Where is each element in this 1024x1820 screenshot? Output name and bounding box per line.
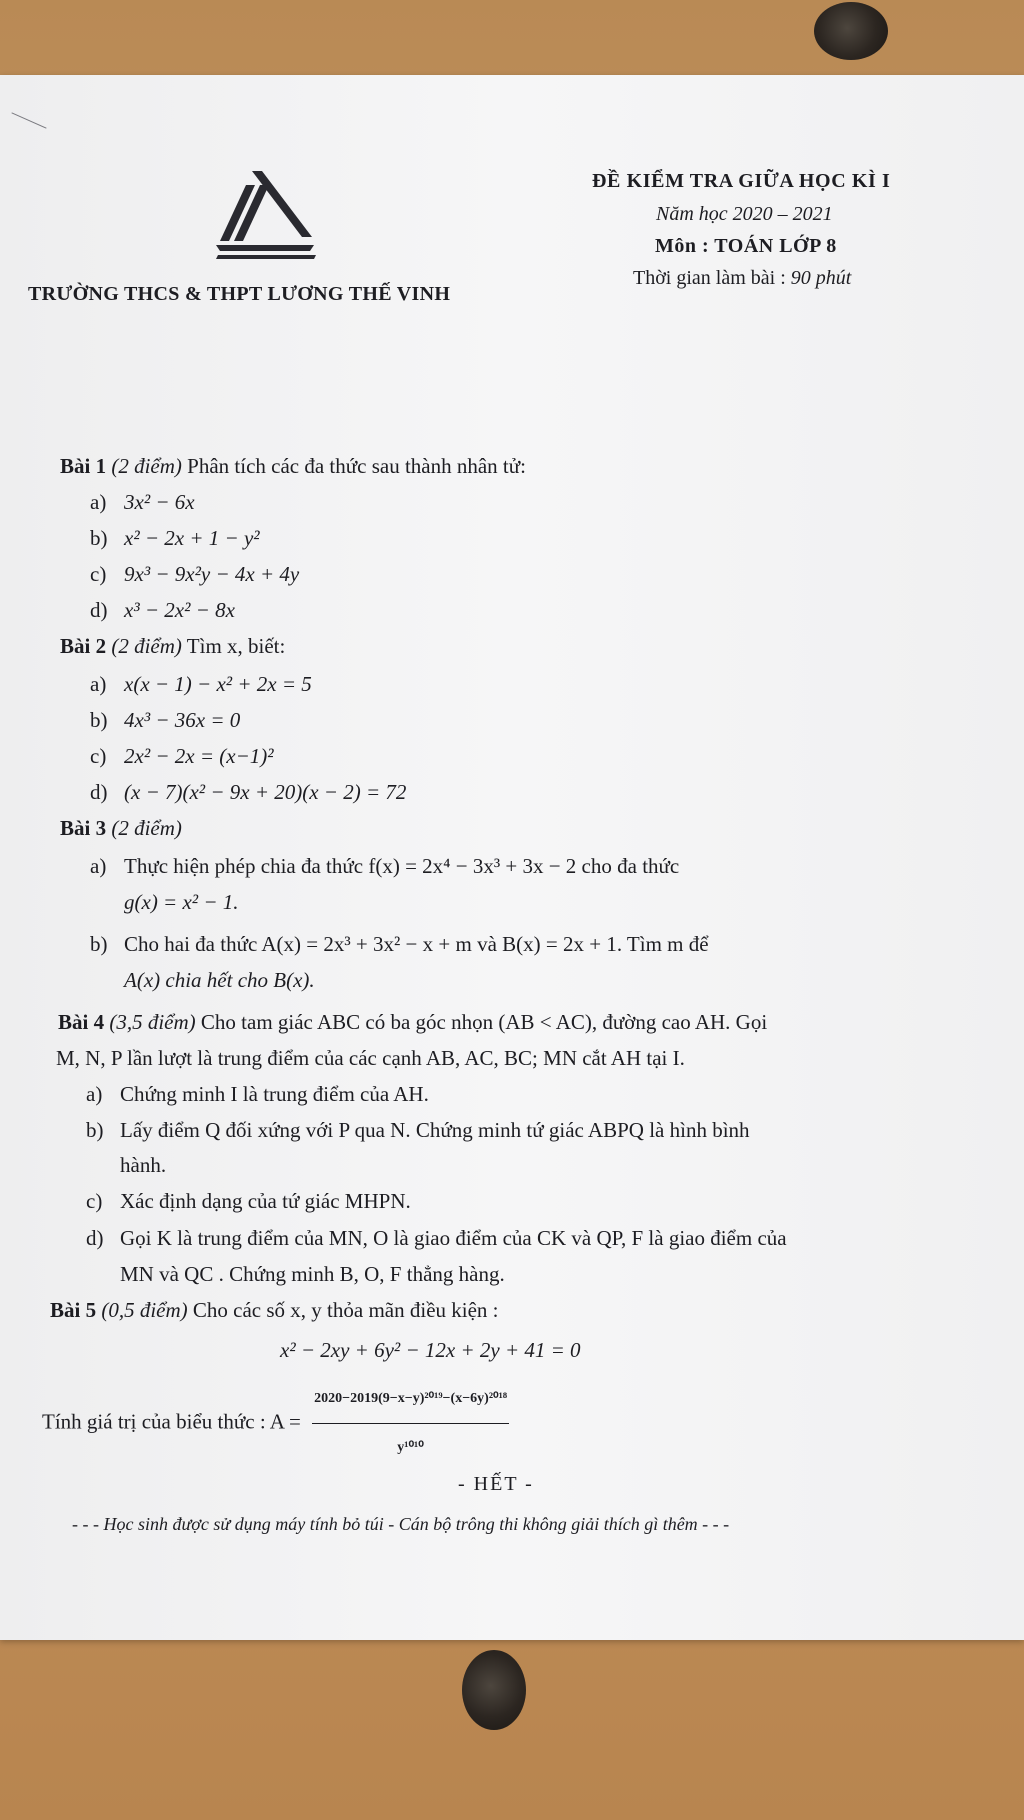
bai4-item-b-cont <box>120 1152 166 1178</box>
bai1-item-d <box>90 597 235 623</box>
item-expression: 2x² − 2x = (x−1)² <box>124 744 274 768</box>
item-label: c) <box>86 1189 103 1213</box>
bai4-heading <box>58 1009 767 1035</box>
fraction-numerator: 2020−2019(9−x−y)²⁰¹⁹−(x−6y)²⁰¹⁸ <box>312 1377 509 1424</box>
bai1-title: Bài 1 <box>60 454 107 478</box>
bai4-item-d-cont <box>120 1261 505 1287</box>
item-text: Cho hai đa thức A(x) = 2x³ + 3x² − x + m và B(x) = 2x + 1. Tìm m để <box>124 932 709 956</box>
item-label: a) <box>86 1082 103 1106</box>
bai1-item-b <box>90 525 260 551</box>
school-logo-icon <box>216 171 318 259</box>
time-line <box>633 267 851 290</box>
bai5-prompt: Cho các số x, y thỏa mãn điều kiện : <box>187 1298 499 1322</box>
bai2-points: (2 điểm) <box>111 634 182 658</box>
exam-paper-sheet <box>0 75 1024 1640</box>
bottom-punch-hole <box>462 1650 526 1730</box>
bai1-points: (2 điểm) <box>111 454 182 478</box>
bai2-item-b <box>90 707 240 733</box>
bai4-item-d <box>86 1225 787 1251</box>
bai4-item-c <box>86 1188 411 1214</box>
item-label: b) <box>86 1118 104 1142</box>
item-label: d) <box>90 780 108 804</box>
item-text: A(x) chia hết cho B(x). <box>124 968 315 992</box>
bai3-title: Bài 3 <box>60 816 107 840</box>
bai5-equation <box>280 1337 581 1363</box>
fraction <box>312 1377 509 1470</box>
bai3-item-a <box>90 853 679 879</box>
item-text: hành. <box>120 1153 167 1177</box>
item-label: a) <box>90 854 107 878</box>
top-punch-hole <box>814 2 888 60</box>
item-label: b) <box>90 526 108 550</box>
bai5-title: Bài 5 <box>50 1298 97 1322</box>
item-expression: 4x³ − 36x = 0 <box>124 708 241 732</box>
exam-title: ĐỀ KIỂM TRA GIỮA HỌC KÌ I <box>592 170 891 192</box>
item-text: Chứng minh I là trung điểm của AH. <box>120 1082 429 1106</box>
bai2-heading <box>60 633 285 659</box>
bai2-prompt: Tìm x, biết: <box>181 634 286 658</box>
item-label: d) <box>90 598 108 622</box>
item-text: MN và QC . Chứng minh B, O, F thẳng hàng. <box>120 1262 505 1286</box>
fraction-denominator: y¹⁰¹⁰ <box>397 1440 424 1455</box>
end-marker: - HẾT - <box>458 1473 534 1495</box>
bai5-points: (0,5 điểm) <box>101 1298 188 1322</box>
item-expression: 9x³ − 9x²y − 4x + 4y <box>124 562 300 586</box>
item-expression: x³ − 2x² − 8x <box>124 598 235 622</box>
item-expression: (x − 7)(x² − 9x + 20)(x − 2) = 72 <box>124 780 407 804</box>
bai3-heading <box>60 815 182 841</box>
item-label: b) <box>90 932 108 956</box>
item-text: Gọi K là trung điểm của MN, O là giao điểm của CK và QP, F là giao điểm của <box>120 1226 787 1250</box>
bai4-item-a <box>86 1081 429 1107</box>
item-label: c) <box>90 562 107 586</box>
time-value: 90 phút <box>790 267 852 289</box>
bai1-prompt: Phân tích các đa thức sau thành nhân tử: <box>181 454 526 478</box>
subject-line: Môn : TOÁN LỚP 8 <box>655 235 837 257</box>
bai3-item-b-cont <box>124 967 315 993</box>
item-text: Thực hiện phép chia đa thức f(x) = 2x⁴ − 3x³ + 3x − 2 cho đa thức <box>124 854 680 878</box>
bai1-item-a <box>90 489 195 515</box>
item-expression: x(x − 1) − x² + 2x = 5 <box>124 672 312 696</box>
time-label: Thời gian làm bài : <box>633 267 791 289</box>
item-label: a) <box>90 490 107 514</box>
bai5-expression <box>42 1377 509 1470</box>
item-text: g(x) = x² − 1. <box>124 890 239 914</box>
item-expression: 3x² − 6x <box>124 490 195 514</box>
bai2-item-c <box>90 743 274 769</box>
item-label: d) <box>86 1226 104 1250</box>
bai4-item-b <box>86 1117 750 1143</box>
bai3-points: (2 điểm) <box>111 816 182 840</box>
item-text: Lấy điểm Q đối xứng với P qua N. Chứng minh tứ giác ABPQ là hình bình <box>120 1118 750 1142</box>
footer-note: - - - Học sinh được sử dụng máy tính bỏ túi - Cán bộ trông thi không giải thích gì thêm - - - <box>72 1514 730 1534</box>
item-text: M, N, P lần lượt là trung điểm của các cạnh AB, AC, BC; MN cắt AH tại I. <box>56 1046 685 1070</box>
expression-label: Tính giá trị của biểu thức : A = <box>42 1409 307 1434</box>
item-label: c) <box>90 744 107 768</box>
bai4-prompt-cont <box>56 1045 685 1071</box>
bai4-title: Bài 4 <box>58 1010 105 1034</box>
bai3-item-b <box>90 931 709 957</box>
bai3-item-a-cont <box>124 889 239 915</box>
bai2-item-d <box>90 779 406 805</box>
bai4-prompt: Cho tam giác ABC có ba góc nhọn (AB < AC), đường cao AH. Gọi <box>195 1010 768 1034</box>
bai2-title: Bài 2 <box>60 634 107 658</box>
item-label: a) <box>90 672 107 696</box>
item-label: b) <box>90 708 108 732</box>
item-text: Xác định dạng của tứ giác MHPN. <box>120 1189 411 1213</box>
equation-text: x² − 2xy + 6y² − 12x + 2y + 41 = 0 <box>280 1338 581 1362</box>
bai1-heading <box>60 453 526 479</box>
bai5-heading <box>50 1297 499 1323</box>
school-year: Năm học 2020 – 2021 <box>656 203 833 225</box>
item-expression: x² − 2x + 1 − y² <box>124 526 260 550</box>
pen-mark <box>11 112 46 128</box>
bai4-points: (3,5 điểm) <box>109 1010 196 1034</box>
school-name: TRƯỜNG THCS & THPT LƯƠNG THẾ VINH <box>28 283 451 305</box>
bai1-item-c <box>90 561 299 587</box>
bai2-item-a <box>90 671 312 697</box>
